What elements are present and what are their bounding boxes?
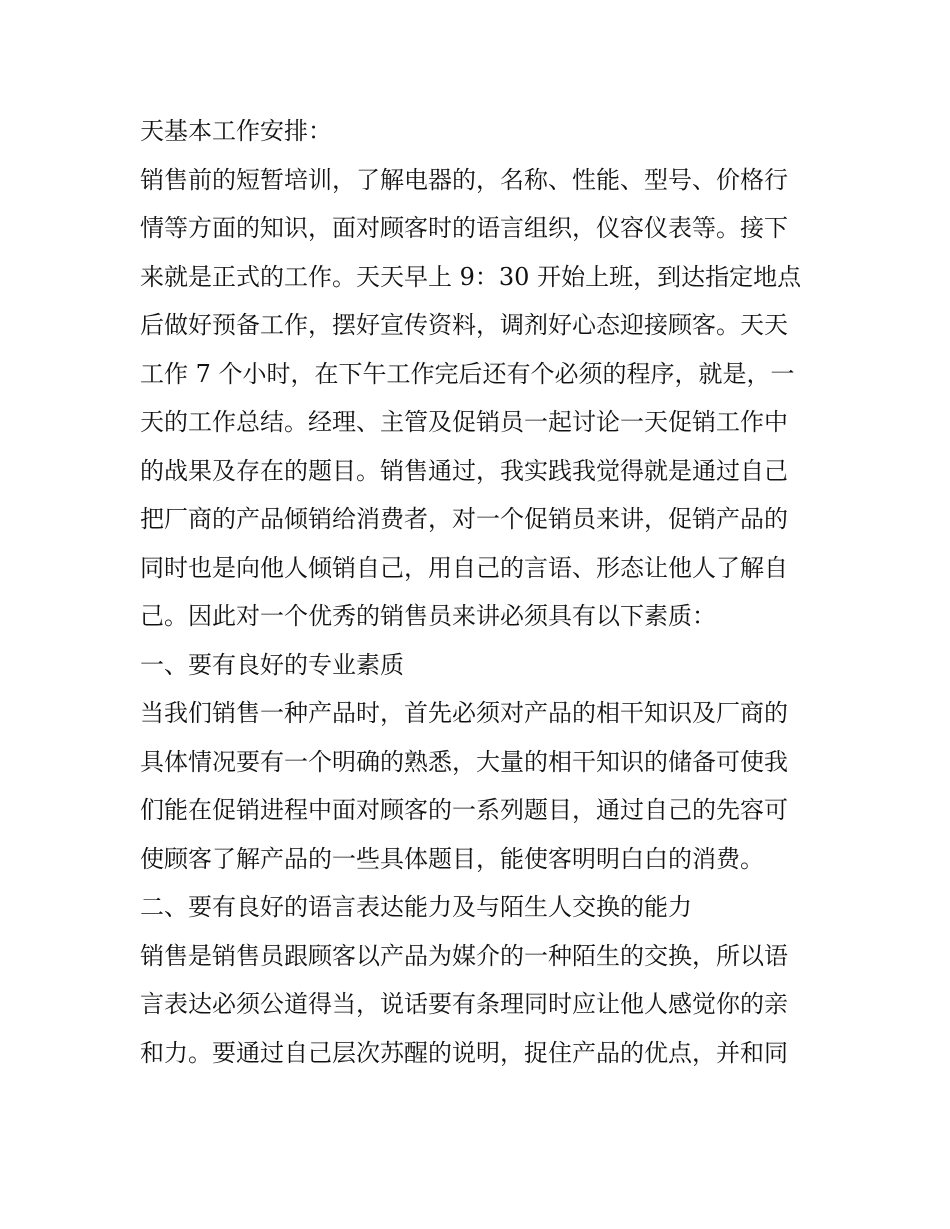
paragraph-line: 销售是销售员跟顾客以产品为媒介的一种陌生的交换，所以语 (140, 941, 788, 970)
paragraph-line: 的战果及存在的题目。销售通过，我实践我觉得就是通过自己 (140, 456, 788, 485)
paragraph-line: 己。因此对一个优秀的销售员来讲必须具有以下素质： (140, 602, 716, 630)
paragraph-line: 后做好预备工作，摆好宣传资料，调剂好心态迎接顾客。天天 (140, 311, 788, 339)
paragraph-line: 销售前的短暂培训，了解电器的，名称、性能、型号、价格行 (140, 165, 788, 194)
paragraph-line: 们能在促销进程中面对顾客的一系列题目，通过自己的先容可 (140, 796, 788, 824)
document-body (140, 111, 820, 1081)
paragraph-line: 具体情况要有一个明确的熟悉，大量的相干知识的储备可使我 (140, 747, 788, 776)
paragraph-line: 情等方面的知识，面对顾客时的语言组织，仪容仪表等。接下 (140, 214, 788, 242)
intro-heading-line: 天基本工作安排： (140, 117, 332, 145)
section-heading-2: 二、要有良好的语言表达能力及与陌生人交换的能力 (140, 893, 692, 921)
paragraph-line: 和力。要通过自己层次苏醒的说明，捉住产品的优点，并和同 (140, 1038, 788, 1067)
paragraph-line: 当我们销售一种产品时，首先必须对产品的相干知识及厂商的 (140, 699, 788, 727)
paragraph-line: 使顾客了解产品的一些具体题目，能使客明明白白的消费。 (140, 844, 764, 873)
paragraph-line: 工作 7 个小时，在下午工作完后还有个必须的程序，就是，一 (140, 359, 795, 388)
paragraph-line: 言表达必须公道得当，说话要有条理同时应让他人感觉你的亲 (140, 990, 788, 1018)
paragraph-line: 来就是正式的工作。天天早上 9：30 开始上班，到达指定地点 (140, 262, 802, 291)
paragraph-line: 天的工作总结。经理、主管及促销员一起讨论一天促销工作中 (140, 408, 788, 436)
paragraph-line: 把厂商的产品倾销给消费者，对一个促销员来讲，促销产品的 (140, 505, 788, 533)
section-heading-1: 一、要有良好的专业素质 (140, 650, 404, 679)
paragraph-line: 同时也是向他人倾销自己，用自己的言语、形态让他人了解自 (140, 553, 788, 582)
